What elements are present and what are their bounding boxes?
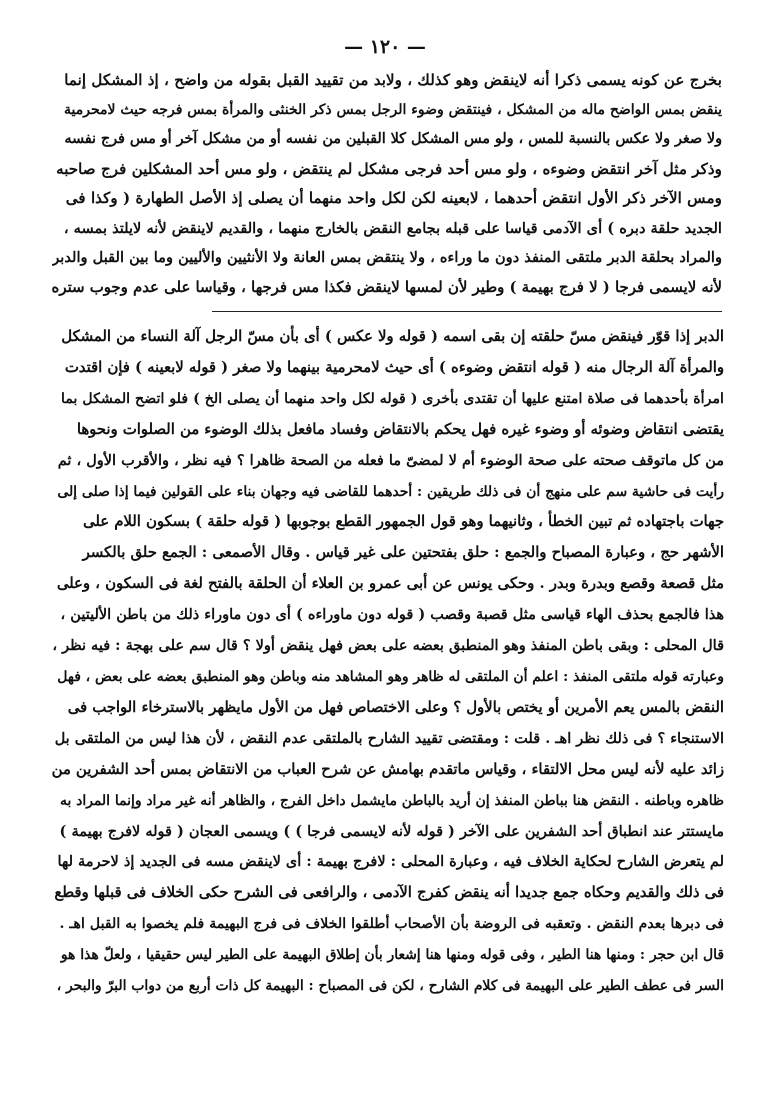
commentary-line: السر فى عطف الطير على البهيمة فى كلام الشارح ، لكن فى المصباح : البهيمة كل ذات أربع من دواب البرّ والبحر ، xyxy=(56,978,724,995)
commentary-line: والمرأة آلة الرجال منه ( قوله انتقض وضوءه ) أى حيث لامحرمية بينهما ولا صغر ( قوله لابعينه ) فإن اقتدت xyxy=(64,358,724,376)
commentary-line: هذا فالجمع بحذف الهاء قياسى مثل قصبة وقصب ( قوله دون ماوراءه ) أى دون ماوراء ذلك من باطن الأليتين ، xyxy=(60,606,724,624)
commentary-line: الاستنجاء ؟ فى ذلك نظر اهـ . قلت : ومقتضى تقييد الشارح بالملتقى عدم النقض ، لأن هذا ليس من الملتقى بل xyxy=(54,729,724,747)
main-text-line: ومس الآخر ذكر الأول انتقض أحدهما ، لابعينه لكن لكل واحد منهما أن يصلى إذ الأصل الطهارة ( وكذا فى xyxy=(65,189,722,207)
main-text-line: ينقض بمس الواضح ماله من المشكل ، فينتقض وضوء الرجل بمس ذكر الخنثى والمرأة بمس فرجه حيث لامحرمية xyxy=(64,101,722,118)
commentary-line: الأشهر حج ، وعبارة المصباح والجمع : حلق بفتحتين على غير قياس . وقال الأصمعى : الجمع حلق بالكسر xyxy=(82,544,724,562)
main-text-line: بخرج عن كونه يسمى ذكرا أنه لاينقض وهو كذلك ، ولابد من تقييد القبل بقوله من واضح ، إذ المشكل إنما xyxy=(64,71,722,89)
commentary-line: يقتضى انتقاض وضوئه أو وضوء غيره فهل يحكم بالانتقاض وفساد مافعل بذلك الوضوء من الصلوات ونحوها xyxy=(76,420,724,438)
commentary-line: ظاهره وباطنه . النقض هنا بباطن المنفذ إن أريد بالباطن مايشمل داخل الفرج ، والظاهر أنه غير مراد وإنما المراد به xyxy=(60,792,724,809)
commentary-line: زائد عليه لأنه ليس محل الالتقاء ، وقياس ماتقدم بهامش عن شرح العباب من الانتقاض بمس أحد الشفرين من xyxy=(51,760,724,778)
commentary-line: لم يتعرض الشارح لحكاية الخلاف فيه ، وعبارة المحلى : لافرج بهيمة : أى لاينقض مسه فى الجديد إذ لاحرمة لها xyxy=(57,853,724,871)
commentary-line: رأيت فى حاشية سم على منهج أن فى ذلك طريقين : أحدهما للقاضى فيه وجهان بناء على القولين فيما إذا صلى إلى xyxy=(57,483,724,500)
commentary-line: من كل ماتوقف صحته على صحة الوضوء أم لا لمضىّ ما فعله من الصحة ظاهرا ؟ فيه نظر ، والأقرب الأول ، ثم xyxy=(57,451,724,469)
main-text-line: وذكر مثل آخر انتقض وضوءه ، ولو مس أحد فرجى مشكل لم ينتقض ، ولو مس أحد المشكلين فرج صاحبه xyxy=(56,159,722,178)
commentary-line: مايستتر عند انطباق أحد الشفرين على الآخر ( قوله لأنه لايسمى فرجا ) ) ويسمى العجان ( قوله لافرج بهيمة ) xyxy=(59,822,724,840)
commentary-line: مثل قصعة وقصع وبدرة وبدر . وحكى يونس عن أبى عمرو بن العلاء أن الحلقة بالفتح لغة فى السكون ، وعلى xyxy=(56,575,724,593)
main-text-block xyxy=(52,66,722,302)
commentary-line: الدبر إذا قوّر فينقض مسّ حلقته إن بقى اسمه ( قوله ولا عكس ) أى بأن مسّ الرجل آلة النساء من المشكل xyxy=(61,328,724,345)
main-text-line: لأنه لايسمى فرجا ( لا فرج بهيمة ) وطير لأن لمسها لاينقض فكذا مس فرجها ، وقياسا على عدم وجوب ستره xyxy=(52,277,722,296)
main-text-line: الجديد حلقة دبره ) أى الآدمى قياسا على قبله بجامع النقض بالخارج منهما ، والقديم لاينقض لأنه لايلتذ بمسه ، xyxy=(63,219,722,237)
page-number: — ١٢٠ — xyxy=(344,36,426,58)
commentary-line: النقض بالمس يعم الأمرين أو يختص بالأول ؟ وعلى الاختصاص فهل من الأول مايظهر بالاسترخاء الواجب فى xyxy=(67,698,724,716)
commentary-line: قال المحلى : وبقى باطن المنفذ وهو المنطبق بعضه على بعض فهل ينقض أولا ؟ قال سم على بهجة : فيه نظر ، xyxy=(52,637,724,655)
commentary-line: امرأة بأحدهما فى صلاة امتنع عليها أن تقتدى بأخرى ( قوله لكل واحد منهما أن يصلى الخ ) فلو اتضح المشكل بما xyxy=(61,390,724,407)
footnote-separator xyxy=(212,311,722,312)
main-text-line: ولا صغر ولا عكس بالنسبة للمس ، ولو مس المشكل كلا القبلين من نفسه أو من مشكل آخر أو مس فرج نفسه xyxy=(64,131,722,147)
commentary-line: فى دبرها بعدم النقض . وتعقبه فى الروضة بأن الأصحاب أطلقوا الخلاف فى فرج البهيمة فلم يخصوا به القبل اهـ . xyxy=(59,916,724,933)
commentary-line: فى ذلك والقديم وحكاه جمع جديدا أنه ينقض كفرج الآدمى ، والرافعى فى الشرح حكى الخلاف فى قبلها وقطع xyxy=(54,884,724,902)
main-text-line: والمراد بحلقة الدبر ملتقى المنفذ دون ما وراءه ، ولا ينتقض بمس العانة ولا الأنثيين والأليين وما بين القبل والدبر xyxy=(52,249,722,266)
commentary-line: قال ابن حجر : ومنها هنا الطير ، وفى قوله ومنها هنا إشعار بأن إطلاق البهيمة على الطير ليس حقيقيا ، ولعلّ هذا هو xyxy=(60,947,724,964)
commentary-block xyxy=(48,322,724,1002)
commentary-line: جهات باجتهاده ثم تبين الخطأ ، وثانيهما وهو قول الجمهور القطع بوجوبها ( قوله حلقة ) بسكون اللام على xyxy=(83,513,724,531)
commentary-line: وعبارته قوله ملتقى المنفذ : اعلم أن الملتقى له ظاهر وهو المشاهد منه وباطن وهو المنطبق بعضه على بعض ، فهل xyxy=(57,668,724,685)
